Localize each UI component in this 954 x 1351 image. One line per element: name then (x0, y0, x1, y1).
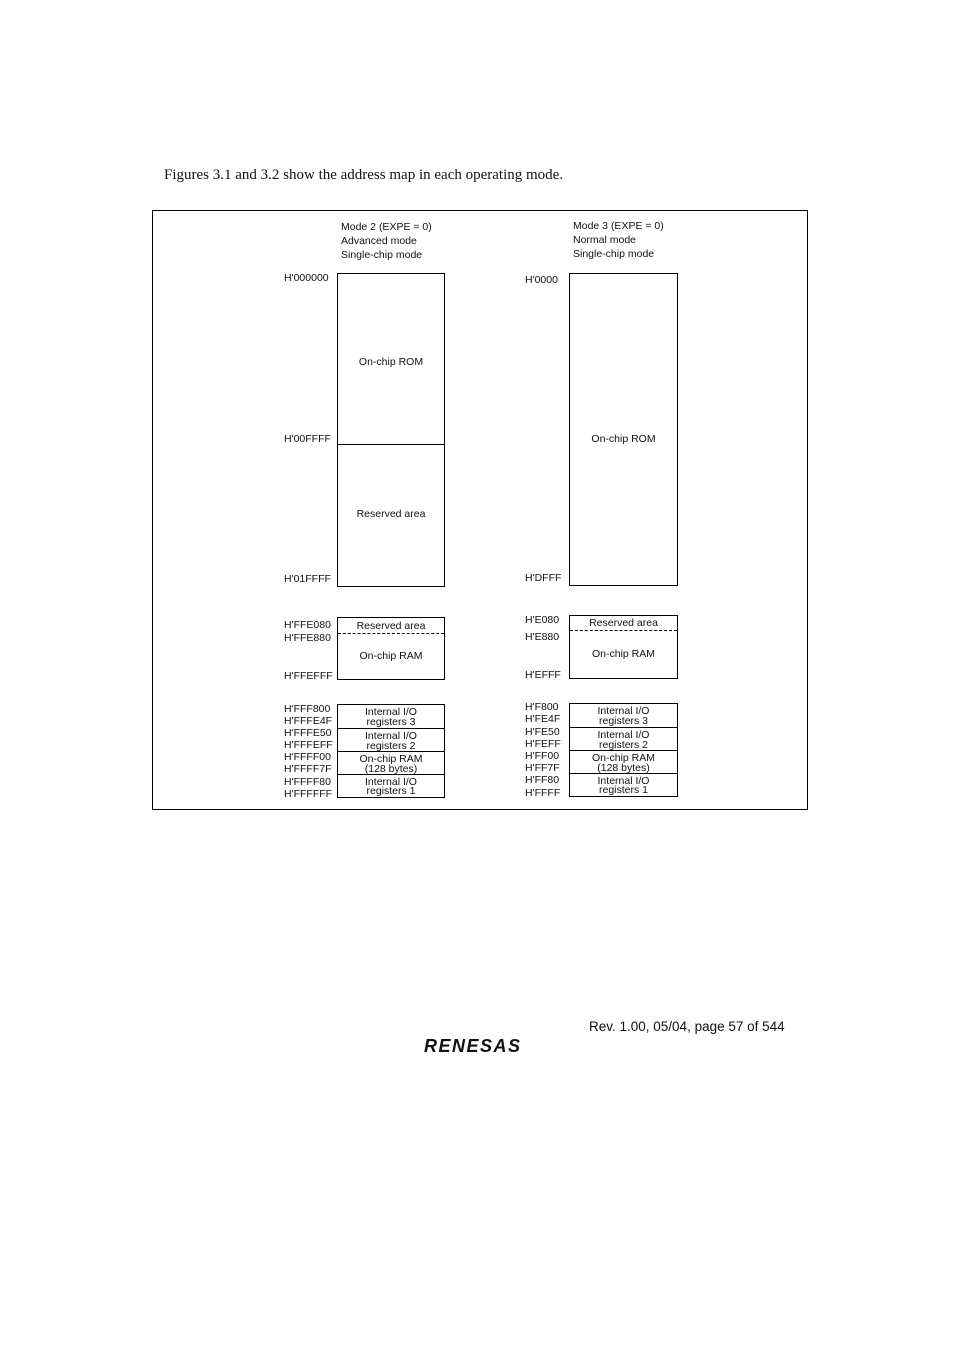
mode2-addr-rom-end: H'00FFFF (284, 433, 331, 445)
mode3-addr-io3-end: H'FE4F (525, 713, 561, 725)
mode3-heading-line3: Single-chip mode (573, 248, 655, 260)
mode2-addr-io2-start: H'FFFE50 (284, 727, 332, 739)
mode2-ram-label: On-chip RAM (359, 650, 423, 662)
mode3-ram-block (569, 615, 678, 679)
mode3-heading-line1: Mode 3 (EXPE = 0) (573, 220, 664, 232)
mode2-io-divider-1 (338, 728, 444, 729)
address-map-figure (152, 210, 808, 810)
renesas-logo-text: RENESAS (424, 1036, 522, 1056)
mode2-addr-io3-start: H'FFF800 (284, 703, 331, 715)
mode3-heading (573, 219, 664, 261)
mode2-io3-label-1: Internal I/O (365, 706, 417, 718)
mode2-io-block (337, 704, 445, 798)
mode2-io1-label-1: Internal I/O (365, 776, 417, 788)
mode2-addr-io1-start: H'FFFF80 (284, 776, 331, 788)
mode3-io-divider-2 (570, 750, 677, 751)
mode3-io3-label-2: registers 3 (598, 715, 649, 727)
mode2-addr-ram-start: H'FFE880 (284, 632, 331, 644)
mode2-io-divider-2 (338, 751, 444, 752)
page-footer-revision: Rev. 1.00, 05/04, page 57 of 544 (589, 1019, 785, 1034)
mode2-io2-label-1: Internal I/O (365, 730, 417, 742)
mode3-io2-label-2: registers 2 (598, 739, 649, 751)
mode2-addr-ram128-end: H'FFFF7F (284, 763, 332, 775)
renesas-logo (422, 1036, 542, 1061)
mode2-addr-ram128-start: H'FFFF00 (284, 751, 331, 763)
mode3-io3-label-1: Internal I/O (597, 705, 650, 717)
mode2-ram128-label-1: On-chip RAM (359, 753, 423, 765)
mode2-addr-rom-start: H'000000 (284, 272, 329, 284)
mode3-io-block (569, 703, 678, 797)
mode2-heading-line2: Advanced mode (341, 235, 417, 247)
mode3-addr-io2-start: H'FE50 (525, 726, 560, 738)
mode2-io1-label-2: registers 1 (366, 785, 416, 797)
mode3-addr-io1-end: H'FFFF (525, 787, 561, 799)
mode2-rom-divider (338, 444, 444, 445)
mode2-addr-io3-end: H'FFFE4F (284, 715, 333, 727)
mode3-addr-io2-end: H'FEFF (525, 738, 561, 750)
mode2-ram-divider (338, 633, 444, 634)
mode2-addr-ram-end: H'FFEFFF (284, 670, 333, 682)
mode3-io2-label-1: Internal I/O (597, 729, 650, 741)
mode3-addr-ram-reserved-start: H'E080 (525, 614, 560, 626)
mode3-addr-io3-start: H'F800 (525, 701, 559, 713)
mode2-heading (341, 220, 432, 262)
mode2-addr-io1-end: H'FFFFFF (284, 788, 333, 800)
mode2-heading-line1: Mode 2 (EXPE = 0) (341, 221, 432, 233)
mode3-ram128-label-1: On-chip RAM (591, 752, 655, 764)
mode2-io2-label-2: registers 2 (366, 740, 416, 752)
mode3-addr-ram128-end: H'FF7F (525, 762, 560, 774)
mode3-heading-line2: Normal mode (573, 234, 637, 246)
mode3-ram-reserved-label: Reserved area (589, 617, 658, 629)
mode3-io-divider-3 (570, 773, 677, 774)
mode2-ram-block (337, 617, 445, 680)
mode3-addr-ram-end: H'EFFF (525, 669, 561, 681)
mode3-io1-label-2: registers 1 (598, 784, 649, 796)
mode2-rom-block (337, 273, 445, 587)
mode2-io3-label-2: registers 3 (366, 716, 416, 728)
mode3-addr-io1-start: H'FF80 (525, 774, 560, 786)
mode3-io1-label-1: Internal I/O (597, 775, 650, 787)
mode3-addr-ram-start: H'E880 (525, 631, 560, 643)
mode2-addr-ram-reserved-start: H'FFE080 (284, 619, 331, 631)
mode2-addr-reserved-end: H'01FFFF (284, 573, 331, 585)
mode2-ram-reserved-label: Reserved area (356, 620, 426, 632)
mode3-addr-rom-end: H'DFFF (525, 572, 562, 584)
mode3-rom-label: On-chip ROM (591, 433, 656, 445)
mode2-addr-io2-end: H'FFFEFF (284, 739, 333, 751)
mode3-ram-divider (570, 630, 677, 631)
mode2-rom-label: On-chip ROM (358, 356, 424, 368)
mode3-ram-label: On-chip RAM (591, 648, 655, 660)
renesas-logo-icon (422, 1036, 542, 1056)
mode3-addr-ram128-start: H'FF00 (525, 750, 560, 762)
mode3-ram128-label-2: (128 bytes) (597, 762, 650, 774)
mode3-addr-rom-start: H'0000 (525, 274, 558, 286)
intro-paragraph: Figures 3.1 and 3.2 show the address map in each operating mode. (164, 167, 564, 183)
mode2-ram128-label-2: (128 bytes) (364, 763, 418, 775)
mode2-reserved-label: Reserved area (356, 508, 426, 520)
mode2-heading-line3: Single-chip mode (341, 249, 423, 261)
mode2-io-divider-3 (338, 774, 444, 775)
mode3-io-divider-1 (570, 727, 677, 728)
mode3-rom-block (569, 273, 678, 586)
